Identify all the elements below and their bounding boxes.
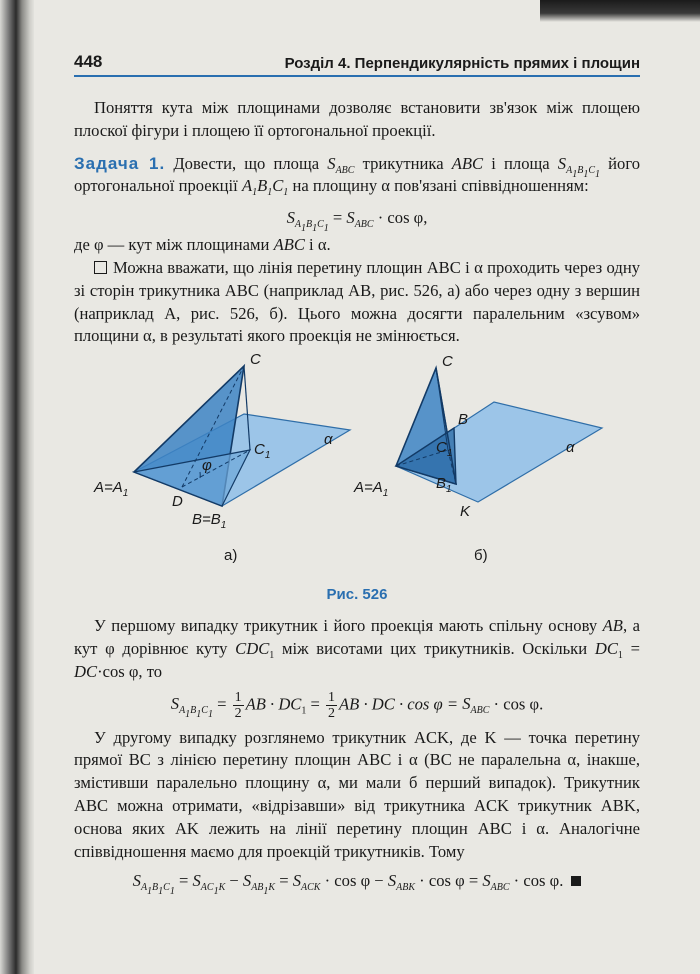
figure-b — [353, 354, 602, 564]
label-aa1-a: $A=A_1$ — [94, 479, 129, 500]
caption-b: б) — [474, 547, 488, 565]
label-k-b: K — [460, 503, 471, 521]
label-b-b: B — [458, 411, 469, 429]
page-header — [74, 52, 640, 77]
where-line: де φ — кут між площинами ABC і α. — [74, 235, 331, 255]
main-formula: $S_{A_1B_1C_1} = S_{ABC} \cdot \cos \varphi$, — [286, 208, 428, 235]
label-c1-b: $C_1$ — [436, 439, 453, 460]
book-spine — [0, 0, 34, 974]
intro-paragraph: Поняття кута між площинами дозволяє встановити зв'язок між площею плоскої фігури і площею її ортогональної проекції. — [74, 98, 640, 140]
figure-a — [93, 354, 350, 564]
page-shadow — [540, 0, 700, 22]
qed-icon — [571, 876, 581, 886]
task-label: Задача 1. — [74, 153, 166, 173]
second-case-paragraph: У другому випадку розглянемо трикутник ACK, де K — точка перетину прямої BC з лінією перетину площин ABC і α (BC не паралельна α, інакше, змістивши паралельно площину α, ми мали б перший випадок). Трикутник ABC можна отримати, «відрізавши» від трикутника ACK трикутник ABK, основа яких AK лежить на лінії перетину площин ABC і α. Аналогічне співвідношення маємо для проекцій трикутників. Тому — [74, 727, 640, 861]
formula-first-case: $S_{A_1B_1C_1}$ = $\frac{1}{2}$ AB · $DC_1$ = $\frac{1}{2}$ AB · DC · $\cos \varphi = S_{ABC} \cdot \cos \varphi$. — [170, 689, 544, 721]
caption-a: а) — [224, 547, 238, 565]
page-number: 448 — [74, 52, 103, 71]
label-alpha-a: α — [324, 431, 333, 449]
label-c1-a: $C_1$ — [254, 441, 271, 462]
label-bb1-a: $B=B_1$ — [192, 511, 227, 532]
figure-caption: Рис. 526 — [326, 586, 388, 604]
task-statement: Задача 1. Довести, що площа $S_{ABC}$ трикутника ABC і площа $S_{A_1B_1C_1}$ його ортогональної проекції $A_1B_1C_1$ на площину α пов'язані співвідношенням: — [74, 153, 641, 199]
figure-526 — [74, 354, 640, 584]
label-d-a: D — [172, 493, 183, 511]
label-b1-b: $B_1$ — [436, 475, 452, 496]
proof-paragraph: Можна вважати, що лінія перетину площин ABC і α проходить через одну зі сторін трикутника ABC (наприклад AB, рис. 526, а) або через одну з вершин (наприклад A, рис. 526, б). Цього можна досягти паралельним «зсувом» площини α, в результаті якого проекція не змінюється. — [74, 257, 640, 346]
formula-second-case: $S_{A_1B_1C_1} = S_{AC_1K} - S_{AB_1K} = S_{ACK} \cdot \cos \varphi - S_{ABK} \cdot \cos \varphi = S_{ABC} \cdot \cos \varphi$. — [74, 869, 640, 893]
label-alpha-b: α — [566, 439, 575, 457]
page — [74, 52, 641, 898]
label-c-a: C — [250, 354, 261, 369]
label-phi-a: φ — [202, 457, 212, 475]
proof-start-icon — [94, 261, 107, 274]
label-aa1-b: $A=A_1$ — [354, 479, 389, 500]
chapter-title: Розділ 4. Перпендикулярність прямих і площин — [284, 55, 640, 72]
first-case-paragraph: У першому випадку трикутник і його проекція мають спільну основу AB, а кут φ дорівнює куту $CDC_1$ між висотами цих трикутників. Оскільки $DC_1 = DC\cdot\cos$ φ, то — [74, 616, 640, 681]
label-c-b: C — [442, 354, 453, 371]
